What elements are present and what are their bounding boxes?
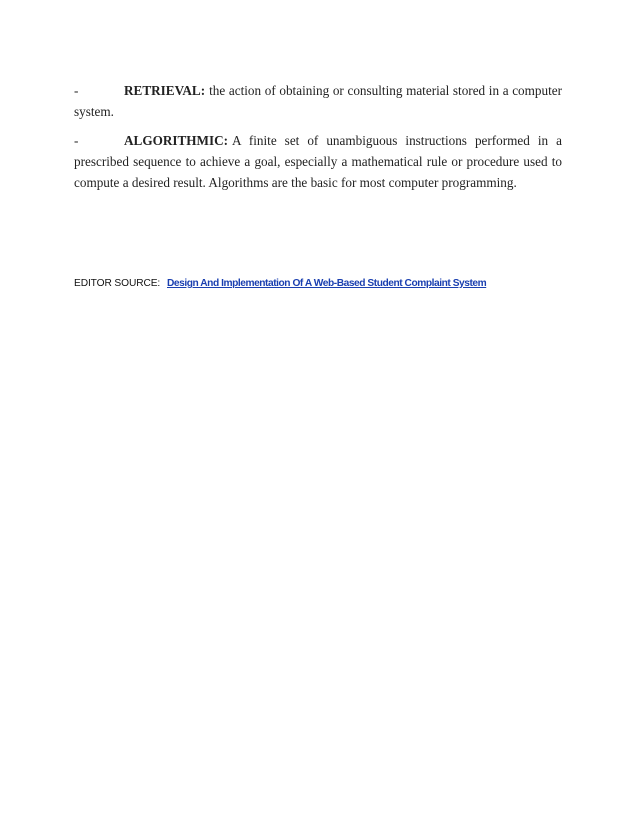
definition-term: ALGORITHMIC:: [124, 133, 229, 148]
definition-term: RETRIEVAL:: [124, 83, 206, 98]
definition-text: the action of obtaining or consulting material stored in a computer system.: [74, 83, 562, 119]
definition-retrieval: [74, 80, 562, 122]
definition-text: A finite set of unambiguous instructions performed in a prescribed sequence to achieve a goal, especially a mathematical rule or procedure used to compute a desired result. Algorithms are the basic for most computer programming.: [74, 133, 562, 190]
editor-source-label: EDITOR SOURCE:: [74, 278, 161, 289]
definition-algorithmic: [74, 130, 562, 193]
list-bullet: -: [74, 133, 79, 148]
list-bullet: -: [74, 83, 79, 98]
editor-source-link[interactable]: Design And Implementation Of A Web-Based Student Complaint System: [167, 278, 487, 289]
editor-source-line: [74, 276, 562, 292]
